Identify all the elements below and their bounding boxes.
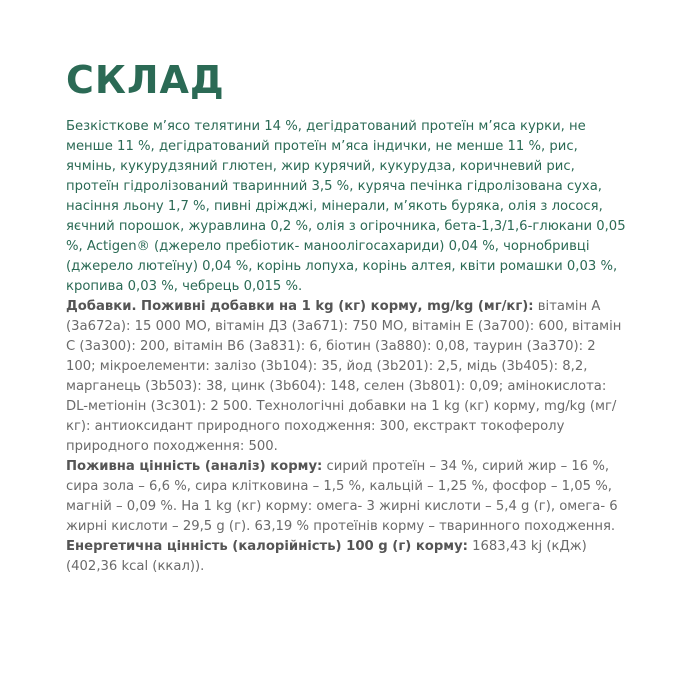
energy-label: Енергетична цінність (калорійність) 100 g (г) корму:	[66, 539, 468, 554]
energy-paragraph	[66, 537, 626, 577]
additives-label: Добавки. Поживні добавки на 1 kg (кг) корму, mg/kg (мг/кг):	[66, 299, 534, 314]
additives-paragraph	[66, 297, 626, 457]
ingredients-paragraph: Безкісткове м’ясо телятини 14 %, дегідратований протеїн м’яса курки, не менше 11 %, дегідратований протеїн м’яса індички, не менше 11 %, рис, ячмінь, кукурудзяний глютен, жир курячий, кукурудза, коричневий рис, протеїн гідролізований тваринний 3,5 %, куряча печінка гідролізована суха, насіння льону 1,7 %, пивні дріжджі, мінерали, м’якоть буряка, олія з лосося, яєчний порошок, журавлина 0,2 %, олія з огірочника, бета-1,3/1,6-глюкани 0,05 %, Actigen® (джерело пребіотик- маноолігосахариди) 0,04 %, чорнобривці (джерело лютеїну) 0,04 %, корінь лопуха, корінь алтея, квіти ромашки 0,03 %, кропива 0,03 %, чебрець 0,015 %.	[66, 119, 626, 294]
page-title: СКЛАД	[66, 58, 225, 102]
composition-content	[66, 117, 626, 577]
energy-text: 1683,43 kj (кДж) (402,36 kcal (ккал)).	[66, 539, 587, 574]
nutrition-label: Поживна цінність (аналіз) корму:	[66, 459, 323, 474]
additives-text: вітамін А (3а672а): 15 000 МО, вітамін Д3 (3а671): 750 МО, вітамін Е (3а700): 600, вітамін С (3а300): 200, вітамін В6 (3а831): 6, біотин (3а880): 0,08, таурин (3а370): 2 100; мікроелементи: залізо (3b104): 35, йод (3b201): 2,5, мідь (3b405): 8,2, марганець (3b503): 38, цинк (3b604): 148, селен (3b801): 0,09; амінокислота: DL-метіонін (3с301): 2 500. Технологічні добавки на 1 kg (кг) корму, mg/kg (мг/кг): антиоксидант природного походження: 300, екстракт токоферолу природного походження: 500.	[66, 299, 622, 454]
nutrition-paragraph	[66, 457, 626, 537]
nutrition-text: сирий протеїн – 34 %, сирий жир – 16 %, сира зола – 6,6 %, сира клітковина – 1,5 %, кальцій – 1,25 %, фосфор – 1,05 %, магній – 0,09 %. На 1 kg (кг) корму: омега- 3 жирні кислоти – 5,4 g (г), омега- 6 жирні кислоти – 29,5 g (г). 63,19 % протеїнів корму – тваринного походження.	[66, 459, 618, 534]
